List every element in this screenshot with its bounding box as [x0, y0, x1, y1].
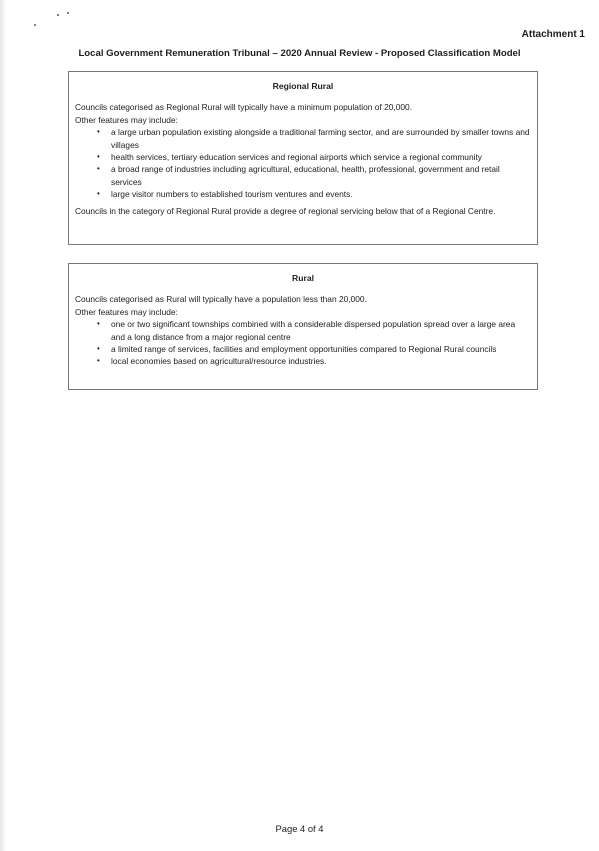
- section-title: Rural: [292, 273, 314, 283]
- features-label: Other features may include:: [75, 306, 178, 317]
- list-item-text: large visitor numbers to established tourism ventures and events.: [111, 189, 353, 200]
- scan-edge: [0, 0, 6, 851]
- scan-speck: [67, 12, 69, 14]
- document-title: Local Government Remuneration Tribunal – 2020 Annual Review - Proposed Classification Model: [78, 48, 521, 59]
- list-item: [75, 163, 531, 188]
- regional-rural-box: [68, 71, 538, 245]
- list-item-text: local economies based on agricultural/resource industries.: [111, 356, 327, 367]
- bullet-icon: •: [97, 164, 100, 174]
- list-item: [75, 151, 531, 163]
- list-item: [75, 188, 531, 200]
- list-item: [75, 343, 531, 355]
- bullet-icon: •: [97, 189, 100, 199]
- list-item-text: a broad range of industries including agricultural, educational, health, professional, government and retail services: [111, 164, 500, 187]
- section-intro: Councils categorised as Regional Rural will typically have a minimum population of 20,000.: [75, 102, 413, 113]
- section-title: Regional Rural: [272, 81, 334, 91]
- bullet-icon: •: [97, 319, 100, 329]
- feature-list: [75, 126, 531, 200]
- attachment-label: Attachment 1: [521, 29, 585, 40]
- list-item-text: one or two significant townships combined with a considerable dispersed population spread over a large area and a long distance from a major regional centre: [111, 319, 516, 342]
- list-item-text: health services, tertiary education services and regional airports which service a regional community: [111, 152, 482, 163]
- list-item: [75, 355, 531, 367]
- list-item: [75, 318, 531, 343]
- list-item-text: a large urban population existing alongside a traditional farming sector, and are surrounded by smaller towns and villages: [111, 127, 530, 150]
- feature-list: [75, 318, 531, 368]
- page-number: Page 4 of 4: [275, 823, 324, 834]
- section-closing: Councils in the category of Regional Rural provide a degree of regional servicing below that of a Regional Centre.: [75, 205, 496, 216]
- bullet-icon: •: [97, 344, 100, 354]
- list-item: [75, 126, 531, 151]
- bullet-icon: •: [97, 356, 100, 366]
- features-label: Other features may include:: [75, 114, 178, 125]
- bullet-icon: •: [97, 152, 100, 162]
- section-intro: Councils categorised as Rural will typically have a population less than 20,000.: [75, 294, 367, 305]
- scan-speck: [34, 24, 36, 26]
- rural-box: [68, 263, 538, 390]
- list-item-text: a limited range of services, facilities and employment opportunities compared to Regional Rural councils: [111, 344, 497, 355]
- bullet-icon: •: [97, 127, 100, 137]
- scan-speck: [57, 14, 59, 16]
